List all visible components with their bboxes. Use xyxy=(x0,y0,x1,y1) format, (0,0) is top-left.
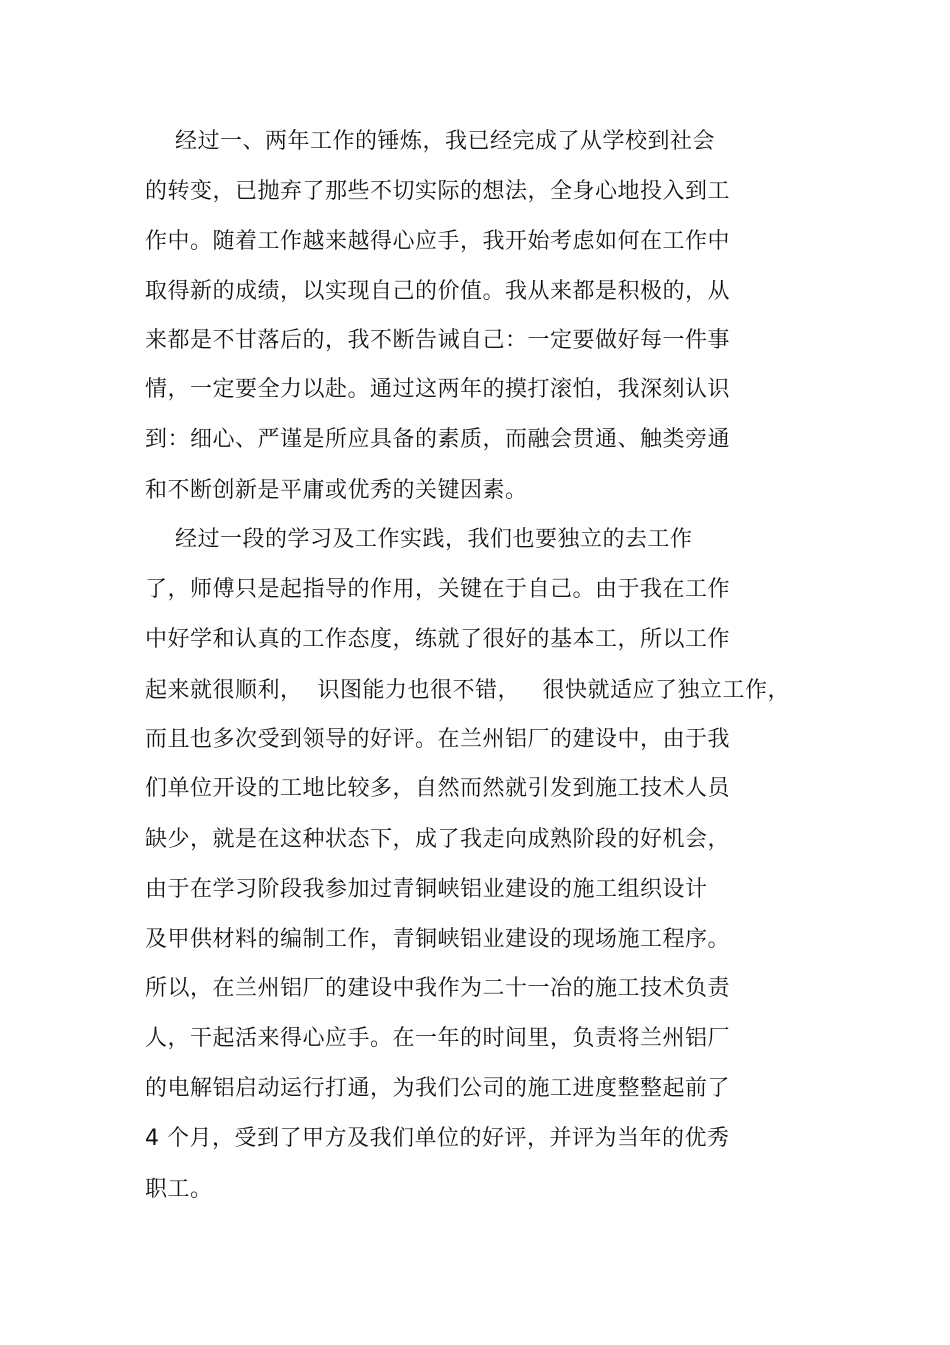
paragraph-1-line-5: 来都是不甘落后的，我不断告诫自己：一定要做好每一件事 xyxy=(145,328,731,353)
paragraph-2-line-3: 中好学和认真的工作态度，练就了很好的基本工，所以工作 xyxy=(145,627,731,652)
paragraph-2-line-9: 及甲供材料的编制工作，青铜峡铝业建设的现场施工程序。 xyxy=(145,927,731,952)
paragraph-1-line-3: 作中。随着工作越来越得心应手，我开始考虑如何在工作中 xyxy=(145,229,731,254)
paragraph-2-line-5: 而且也多次受到领导的好评。在兰州铝厂的建设中，由于我 xyxy=(145,727,731,752)
paragraph-1-line-6: 情，一定要全力以赴。通过这两年的摸打滚怕，我深刻认识 xyxy=(145,377,731,402)
paragraph-1-line-4: 取得新的成绩，以实现自己的价值。我从来都是积极的，从 xyxy=(145,279,731,304)
paragraph-2-line-4: 起来就很顺利， 识图能力也很不错， 很快就适应了独立工作， xyxy=(145,678,790,703)
paragraph-1-line-8: 和不断创新是平庸或优秀的关键因素。 xyxy=(145,478,528,503)
paragraph-2-line-12: 的电解铝启动运行打通，为我们公司的施工进度整整起前了 xyxy=(145,1076,731,1101)
paragraph-2-line-13: 4 个月，受到了甲方及我们单位的好评，并评为当年的优秀 xyxy=(145,1126,730,1151)
paragraph-2-line-2: 了，师傅只是起指导的作用，关键在于自己。由于我在工作 xyxy=(145,577,731,602)
paragraph-2-line-11: 人，干起活来得心应手。在一年的时间里，负责将兰州铝厂 xyxy=(145,1026,731,1051)
paragraph-2-line-1: 经过一段的学习及工作实践，我们也要独立的去工作 xyxy=(145,527,693,552)
paragraph-1-line-1: 经过一、两年工作的锤炼，我已经完成了从学校到社会 xyxy=(145,129,715,154)
paragraph-2-line-10: 所以，在兰州铝厂的建设中我作为二十一冶的施工技术负责 xyxy=(145,976,731,1001)
paragraph-1-line-7: 到：细心、严谨是所应具备的素质，而融会贯通、触类旁通 xyxy=(145,427,731,452)
paragraph-1-line-2: 的转变，已抛弃了那些不切实际的想法，全身心地投入到工 xyxy=(145,179,731,204)
paragraph-2-line-7: 缺少，就是在这种状态下，成了我走向成熟阶段的好机会， xyxy=(145,827,731,852)
paragraph-2-line-8: 由于在学习阶段我参加过青铜峡铝业建设的施工组织设计 xyxy=(145,877,708,902)
paragraph-2-line-14: 职工。 xyxy=(145,1177,213,1202)
paragraph-2-line-6: 们单位开设的工地比较多，自然而然就引发到施工技术人员 xyxy=(145,776,731,801)
